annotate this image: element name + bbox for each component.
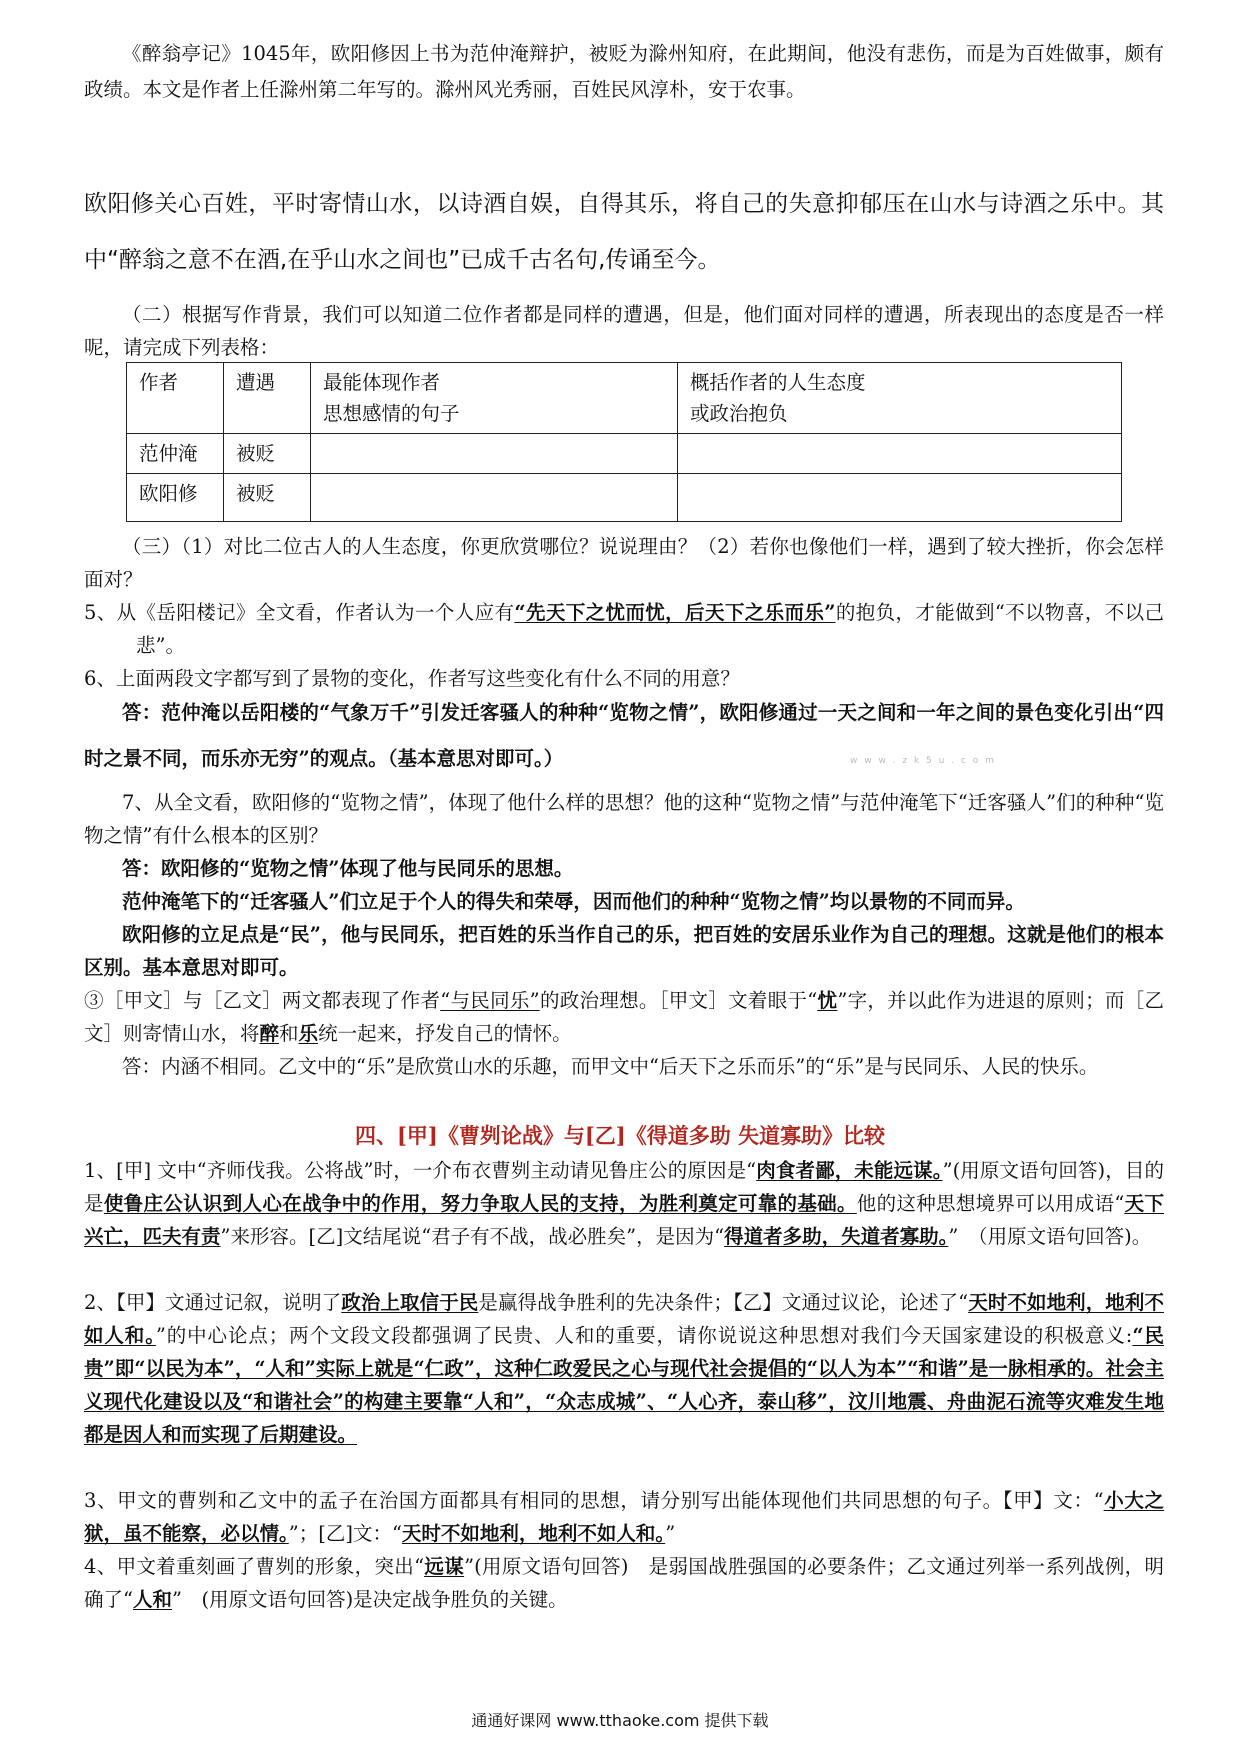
header-sentence-line1: 最能体现作者: [323, 371, 441, 394]
question-5: [84, 596, 1164, 662]
row-event: 被贬: [224, 434, 311, 474]
s4q2-u2: 天时不如地利，地利不如人和。: [84, 1291, 1164, 1347]
header-sentence-line2: 思想感情的句子: [323, 402, 460, 425]
s4q1-t4: ”来形容。[乙]文结尾说“君子有不战，战必胜矣”，是因为“: [220, 1225, 725, 1248]
s4q4-u1: 远谋: [424, 1555, 465, 1578]
s4q4-t2: ”(用原文语句回答) 是弱国战胜强国的必要条件；乙文通过列举一系列战例，明确了“: [84, 1555, 1164, 1611]
s4q3-t3: ”: [665, 1522, 676, 1545]
row-attitude-cell[interactable]: [678, 434, 1122, 474]
s4q1-t1: 1、[甲] 文中“齐师伐我。公将战”时，一介布衣曹刿主动请见鲁庄公的原因是“: [84, 1159, 757, 1182]
s4q3-u1: 小大之狱，虽不能察，必以情。: [84, 1489, 1164, 1545]
watermark: w w w . z k 5 u . c o m: [850, 756, 996, 766]
s4q3-t1: 3、甲文的曹刿和乙文中的孟子在治国方面都具有相同的思想，请分别写出能体现他们共同思想的句子。【甲】文：“: [84, 1489, 1104, 1512]
q7-answer3-paragraph: [84, 918, 1164, 984]
row-event: 被贬: [224, 474, 311, 522]
s4-question-3: [84, 1484, 1164, 1550]
s4q4-t3: ” (用原文语句回答)是决定战争胜负的关键。: [172, 1588, 568, 1611]
intro-paragraph: [84, 36, 1164, 108]
question-8: [84, 984, 1164, 1050]
q8-answer-paragraph: [84, 1050, 1164, 1083]
q6-question: 6、上面两段文字都写到了景物的变化，作者写这些变化有什么不同的用意？: [84, 667, 740, 690]
table-row: [127, 434, 1122, 474]
header-attitude-line1: 概括作者的人生态度: [690, 371, 866, 394]
intro-line1: 《醉翁亭记》1045年，欧阳修因上书为范仲淹辩护，被贬为滁州知府，在此期间，他没有悲伤，而是为百姓做事，颇有政绩。本文是作者上任滁州第二年写的。滁州风光秀丽，百姓民风淳朴，安于农事。: [84, 42, 1164, 101]
table-row: [127, 474, 1122, 522]
table-header-row: [127, 363, 1122, 434]
section-4-title: 四、[甲]《曹刿论战》与[乙]《得道多助 失道寡助》比较: [354, 1123, 886, 1148]
q5-pre: 5、从《岳阳楼记》全文看，作者认为一个人应有: [84, 601, 515, 624]
s4q1-t5: ” （用原文语句回答)。: [948, 1225, 1152, 1248]
s4q3-u2: 天时不如地利，地利不如人和。: [401, 1522, 666, 1545]
intro-continuation: [84, 176, 1164, 288]
q7-answer1: 答：欧阳修的“览物之情”体现了他与民同乐的思想。: [122, 857, 574, 880]
question-7: [84, 786, 1164, 852]
s4q2-t1: 2、【甲】文通过记叙，说明了: [84, 1291, 342, 1314]
s4q1-u3: 天下兴亡，匹夫有责: [84, 1192, 1164, 1248]
s4q2-t2: 是赢得战争胜利的先决条件；【乙】文通过议论，论述了“: [478, 1291, 969, 1314]
row-author: 欧阳修: [127, 474, 224, 522]
s4-question-1: [84, 1154, 1164, 1253]
q8-u3: 醉: [259, 1022, 280, 1045]
q8-answer: 答：内涵不相同。乙文中的“乐”是欣赏山水的乐趣，而甲文中“后天下之乐而乐”的“乐”是与民同乐、人民的快乐。: [122, 1055, 1099, 1078]
s4q1-u4: 得道者多助，失道者寡助。: [724, 1225, 949, 1248]
intro-line2: 欧阳修关心百姓，平时寄情山水，以诗酒自娱，自得其乐，将自己的失意抑郁压在山水与诗酒之乐中。其中“醉翁之意不在酒,在乎山水之间也”已成千古名句,传诵至今。: [84, 191, 1164, 273]
row-sentence-cell[interactable]: [311, 474, 678, 522]
q8-t5: 统一起来，抒发自己的情怀。: [318, 1022, 572, 1045]
s4q4-u2: 人和: [132, 1588, 172, 1611]
question-2: [84, 298, 1164, 364]
table-header-event: 遭遇: [224, 363, 311, 434]
s4q1-u2: 使鲁庄公认识到人心在战争中的作用，努力争取人民的支持，为胜利奠定可靠的基础。: [103, 1192, 857, 1215]
question-3: [84, 530, 1164, 596]
s4q1-t2: ”(用原文语句回答)，目的是: [84, 1159, 1164, 1215]
table-header-author: 作者: [127, 363, 224, 434]
s4q4-t1: 4、甲文着重刻画了曹刿的形象，突出“: [84, 1555, 425, 1578]
s4q2-t3: ”的中心论点；两个文段文段都强调了民贵、人和的重要，请你说说这种思想对我们今天国家建设的积极意义:: [155, 1324, 1133, 1347]
q5-answer: “先天下之忧而忧，后天下之乐而乐”: [514, 601, 836, 624]
s4-question-4: [84, 1550, 1164, 1616]
q8-u2: 忧: [817, 989, 838, 1012]
question-3-text: （三）（1）对比二位古人的人生态度，你更欣赏哪位？说说理由？（2）若你也像他们一样，遇到了较大挫折，你会怎样面对？: [84, 535, 1164, 591]
q8-t1: ③［甲文］与［乙文］两文都表现了作者: [84, 989, 441, 1012]
header-attitude-line2: 或政治抱负: [690, 402, 788, 425]
row-attitude-cell[interactable]: [678, 474, 1122, 522]
s4q3-t2: ”；[乙]文：“: [288, 1522, 402, 1545]
table-header-attitude: [678, 363, 1122, 434]
s4q2-u3: “民贵”即“以民为本”，“人和”实际上就是“仁政”，这种仁政爱民之心与现代社会提倡的“以人为本”“和谐”是一脉相承的。社会主义现代化建设以及“和谐社会”的构建主要靠“人和”，“众志成城”、“人心齐，泰山移”，汶川地震、舟曲泥石流等灾难发生地都是因人和而实现了后期建设。: [84, 1324, 1164, 1446]
row-sentence-cell[interactable]: [311, 434, 678, 474]
s4q2-u1: 政治上取信于民: [341, 1291, 479, 1314]
q8-u1: “与民同乐”: [440, 989, 540, 1012]
row-author: 范仲淹: [127, 434, 224, 474]
comparison-table: [126, 362, 1122, 522]
question-2-text: （二）根据写作背景，我们可以知道二位作者都是同样的遭遇，但是，他们面对同样的遭遇，所表现出的态度是否一样呢，请完成下列表格：: [84, 303, 1164, 359]
q5-post: 的抱负，才能做到“不以物喜，不以己悲”。: [136, 601, 1164, 657]
q6-answer-paragraph: [84, 690, 1164, 782]
page-footer: 通通好课网 www.tthaoke.com 提供下载: [471, 1711, 769, 1730]
q7-answer1-paragraph: [84, 852, 1164, 885]
q7-answer3: 欧阳修的立足点是“民”，他与民同乐，把百姓的乐当作自己的乐，把百姓的安居乐业作为自己的理想。这就是他们的根本区别。基本意思对即可。: [84, 923, 1164, 979]
q8-t4: 和: [279, 1022, 299, 1045]
q8-t2: 的政治理想。［甲文］文着眼于“: [539, 989, 818, 1012]
s4q1-u1: 肉食者鄙，未能远谋。: [756, 1159, 943, 1182]
q7-answer2-paragraph: [84, 885, 1164, 918]
q8-u4: 乐: [298, 1022, 319, 1045]
s4q1-t3: 他的这种思想境界可以用成语“: [856, 1192, 1125, 1215]
q6-answer: 答：范仲淹以岳阳楼的“气象万千”引发迁客骚人的种种“览物之情”，欧阳修通过一天之间和一年之间的景色变化引出“四时之景不同，而乐亦无穷”的观点。（基本意思对即可。）: [84, 701, 1164, 770]
s4-question-2: [84, 1286, 1164, 1451]
q7-answer2: 范仲淹笔下的“迁客骚人”们立足于个人的得失和荣辱，因而他们的种种“览物之情”均以景物的不同而异。: [122, 890, 1025, 913]
q7-question: 7、从全文看，欧阳修的“览物之情”，体现了他什么样的思想？他的这种“览物之情”与范仲淹笔下“迁客骚人”们的种种“览物之情”有什么根本的区别？: [84, 791, 1164, 847]
q8-t3: ”字，并以此作为进退的原则；而［乙文］则寄情山水，将: [84, 989, 1164, 1045]
table-header-sentence: [311, 363, 678, 434]
